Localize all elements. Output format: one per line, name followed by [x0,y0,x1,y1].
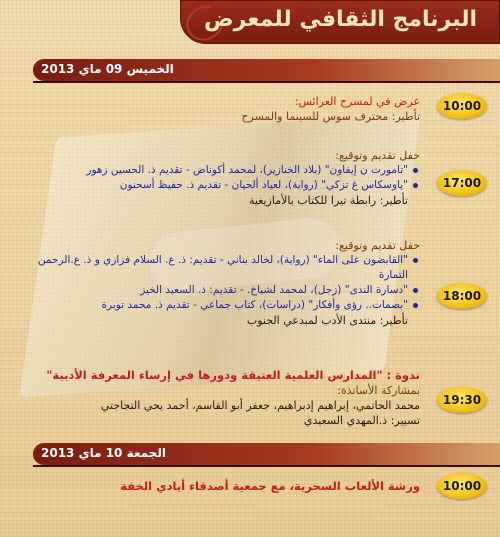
day-divider [33,81,500,83]
event-book-signing-1 [86,148,420,208]
event-participants: محمد الحاتمي، إبراهيم إدبراهيم، جعفر أبو القاسم، أحمد يحي التجاجتي [100,399,420,412]
book-item-continuation: التمارة [378,269,408,281]
day-bar-thursday [33,59,500,81]
book-item: "ياوسكاس غ تزكي" (رواية)، لعياد ألحيان - تقديم ذ. حفيظ أسحنون [86,178,420,193]
event-organizer: تأطير: منتدى الأدب لمبدعي الجنوب [246,314,408,327]
event-puppet-theatre [241,94,420,124]
event-title: ندوة : "المدارس العلمية العتيقة ودورها في إرساء المعرفة الأدبية" [46,368,420,382]
time-badge [437,387,487,413]
event-heading: حفل تقديم وتوقيع: [335,149,420,162]
time-label: 18:00 [442,289,482,303]
book-item: "تامورت ن إيفاون" (بلاد الخنازير)، لمحمد أكوناض - تقديم ذ. الحسين زهور [86,163,420,178]
day-label: الجمعة 10 ماي 2013 [41,446,166,460]
day-label: الخميس 09 ماي 2013 [41,62,174,76]
event-moderator: تسيير: ذ.المهدي السعيدي [303,414,420,427]
day-divider [33,465,500,467]
event-heading: حفل تقديم وتوقيع: [335,239,420,252]
time-label: 19:30 [442,393,482,407]
page-title: البرنامج الثقافي للمعرض [203,7,477,32]
event-symposium [46,367,420,428]
time-label: 10:00 [442,99,482,113]
book-item: "دسارة الندى" (زجل)، لمحمد لشياخ. - تقديم: ذ. السعيد الخيز [38,283,420,298]
event-organizer: تأطير: رابطة تيرا للكتاب بالأمازيغية [248,194,408,207]
event-title: ورشة الألعاب السحرية، مع جمعية أصدقاء أيادي الخفة [120,479,420,493]
book-item: "بصمات.. رؤى وأفكار" (دراسات)، كتاب جماعي - تقديم ذ. محمد توبرة [38,298,420,313]
day-bar-friday [33,443,500,465]
time-label: 17:00 [442,176,482,190]
event-magic-workshop [120,478,420,494]
page-header [180,0,500,44]
event-participants-heading: بمشاركة الأساتذة: [337,384,420,397]
time-badge [437,283,487,309]
event-book-signing-2 [38,238,420,328]
event-organizer: تأطير: محترف سوس للسينما والمسرح [241,110,420,123]
time-badge [437,170,487,196]
book-item: "القابضون على الماء" (رواية)، لخالد بناني - تقديم: ذ. ع. السلام فزازي و ذ. ع.الرحمن [38,253,420,268]
time-badge [437,93,487,119]
event-title: عرض في لمسرح العرائس: [294,95,420,108]
time-label: 10:00 [442,479,482,493]
time-badge [437,473,487,499]
